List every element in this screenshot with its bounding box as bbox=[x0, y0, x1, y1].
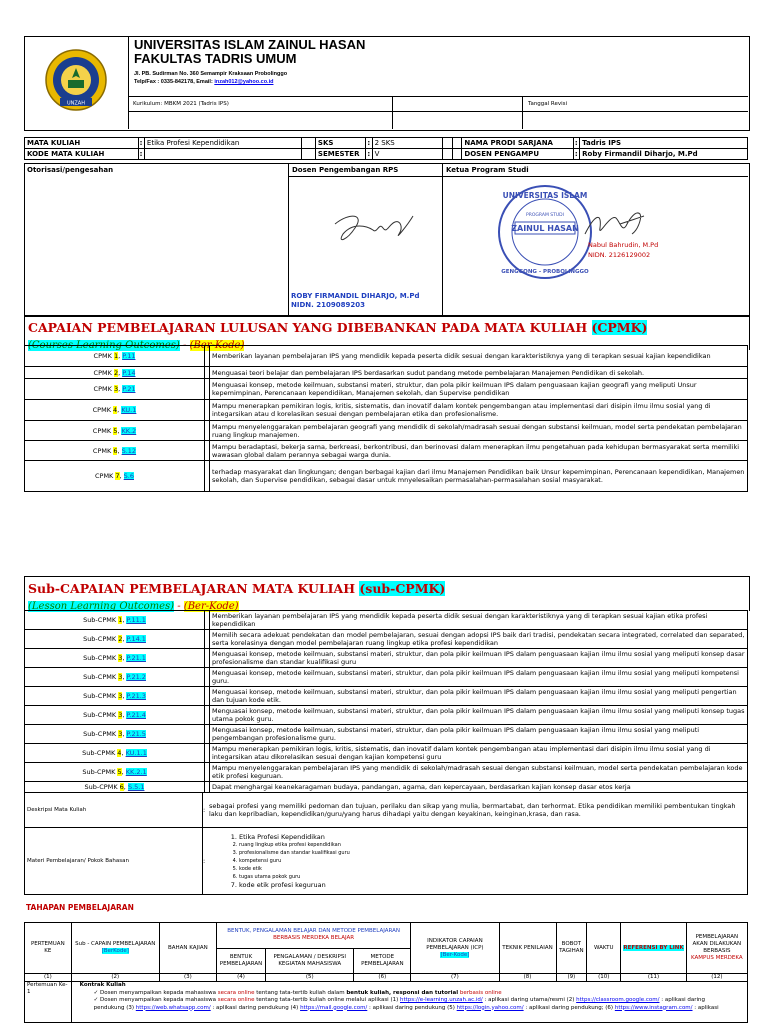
colon: : bbox=[139, 139, 143, 147]
subcpmk-label: Sub-CPMK bbox=[83, 692, 119, 700]
course-name-label: MATA KULIAH bbox=[25, 138, 139, 149]
subcpmk-label: Sub-CPMK bbox=[83, 616, 119, 624]
column-number: (7) bbox=[411, 974, 499, 982]
line-text: berbasis online bbox=[458, 989, 502, 996]
dash: - bbox=[174, 601, 184, 612]
subcpmk-code: P.21.1 bbox=[126, 654, 146, 662]
cpmk-description: Menguasai konsep, metode keilmuan, substansi materi, struktur, dan pola pikir keilmuan IPS dalam penguasaan kajian geografi yang meliputi Unsur kepemimpinan, Perencanaan kependidikan, Manajemen sekolah, dan Supervise pendidikan bbox=[210, 379, 748, 400]
cpmk-number: 6 bbox=[113, 446, 118, 455]
subcpmk-number: 4 bbox=[117, 749, 122, 757]
cpmk-number: 3 bbox=[113, 385, 119, 393]
subcpmk-code-cell: Sub-CPMK 3, P.21.3 bbox=[25, 687, 205, 706]
cpmk-subtitle: (Courses Learning Outcomes) bbox=[28, 340, 180, 351]
cpmk-code-cell: CPMK 5, KK.2 bbox=[25, 421, 205, 441]
column-number: (1) bbox=[25, 974, 72, 982]
subcpmk-number: 5 bbox=[117, 768, 122, 776]
cpmk-title: CAPAIAN PEMBELAJARAN LULUSAN YANG DIBEBANKAN PADA MATA KULIAH bbox=[28, 320, 592, 335]
colon: : bbox=[203, 793, 208, 828]
subcpmk-code-cell: Sub-CPMK 3, P.21.5 bbox=[25, 725, 205, 744]
subcpmk-section-header bbox=[24, 576, 750, 611]
sks-value: 2 SKS bbox=[372, 138, 442, 149]
material-item: 4. kompetensi guru bbox=[239, 857, 745, 865]
cpmk-description: Menguasai teori belajar dan pembelajaran IPS berdasarkan sudut pandang metode pembelajaran Manajemen Pendidikan di sekolah. bbox=[210, 367, 748, 379]
subcpmk-description: Memberikan layanan pembelajaran IPS yang mendidik kepada peserta didik sesuai dengan karakteristiknya yang di terapkan sesuai kajian etika profesi kependidikan bbox=[210, 611, 748, 630]
line-text: tentang tata-tertib kuliah online melalui aplikasi (1) bbox=[254, 997, 400, 1003]
cpmk-code: P.14 bbox=[122, 368, 136, 377]
subcpmk-label: Sub-CPMK bbox=[84, 783, 120, 791]
semester-value: V bbox=[372, 149, 442, 160]
university-logo bbox=[24, 36, 129, 129]
blank-cell bbox=[393, 97, 523, 129]
dash: - bbox=[179, 340, 190, 351]
subcpmk-number: 6 bbox=[119, 783, 124, 791]
sks-label: SKS bbox=[315, 138, 365, 149]
colon: : bbox=[203, 828, 208, 895]
cpmk-row bbox=[25, 400, 748, 421]
developer-name: ROBY FIRMANDIL DIHARJO, M.Pd bbox=[291, 292, 420, 300]
line-text: secara online bbox=[217, 997, 255, 1003]
subcpmk-code: P.21.3 bbox=[126, 692, 146, 700]
colon: : bbox=[367, 139, 371, 147]
subcpmk-label: Sub-CPMK bbox=[83, 654, 119, 662]
col-indicator-code: [Ber-Kode] bbox=[440, 951, 470, 958]
subcpmk-code-cell: Sub-CPMK 2, P.14.1 bbox=[25, 630, 205, 649]
column-number: (11) bbox=[621, 974, 686, 982]
column-number: (8) bbox=[499, 974, 556, 982]
subcpmk-row bbox=[25, 611, 748, 630]
col-reference bbox=[621, 923, 686, 974]
subcpmk-number: 3 bbox=[118, 692, 123, 700]
cpmk-label: CPMK bbox=[94, 472, 116, 480]
column-number: (6) bbox=[354, 974, 411, 982]
email-link[interactable]: inzah012@yahoo.co.id bbox=[214, 79, 274, 85]
column-number: (12) bbox=[686, 974, 747, 982]
whatsapp-link[interactable]: https://web.whatsapp.com/ bbox=[135, 1004, 211, 1011]
subcpmk-row bbox=[25, 630, 748, 649]
subcpmk-label: Sub-CPMK bbox=[83, 673, 119, 681]
col-form-label: BENTUK, PENGALAMAN BELAJAR DAN METODE PEMBELAJARAN bbox=[227, 928, 400, 935]
subcpmk-row bbox=[25, 706, 748, 725]
stamp-top-text: UNIVERSITAS ISLAM bbox=[502, 191, 588, 200]
revision-date-cell: Tanggal Revisi bbox=[528, 101, 568, 107]
authorization-label: Otorisasi/pengesahan bbox=[27, 166, 114, 174]
authorization-section bbox=[24, 163, 750, 317]
prodi-value: Tadris IPS bbox=[580, 138, 748, 149]
line-text: : aplikasi daring utama/resmi (2) bbox=[482, 997, 577, 1003]
rps-developer-label: Dosen Pengembangan RPS bbox=[292, 166, 399, 174]
university-title: UNIVERSITAS ISLAM ZAINUL HASAN bbox=[134, 37, 366, 52]
spacer-cell bbox=[301, 138, 315, 149]
column-number-row bbox=[25, 974, 748, 982]
subcpmk-description: Menguasai konsep, metode keilmuan, substansi materi, struktur, dan pola pikir keilmuan IPS dalam penguasaan kajian ilmu ilmu sosial yang meliputi pengertian dan tujuan kode etik. bbox=[210, 687, 748, 706]
stamp-mid-text: ZAINUL HASAN bbox=[511, 224, 579, 233]
cpmk-number: 4 bbox=[113, 406, 118, 414]
stages-title: TAHAPAN PEMBELAJARAN bbox=[26, 903, 134, 912]
subcpmk-code-cell: Sub-CPMK 3, P.21.2 bbox=[25, 668, 205, 687]
description-text: sebagai profesi yang memiliki pedoman dan tujuan, perilaku dan sikap yang mulia, bermartabat, dan terhormat. Etika pendidikan memiliki pembentukan tingkah laku dan kepribadian, kependidikan/guru/yang harus dihadapi yaitu dengan keyakinan, keinginan,krasa, dan rasa. bbox=[207, 793, 748, 828]
subcpmk-label: Sub-CPMK bbox=[82, 749, 118, 757]
line-text: : aplikasi daring pendukung (5) bbox=[367, 1004, 457, 1011]
subcpmk-code: S.5.1 bbox=[127, 783, 145, 791]
cpmk-number: 7 bbox=[115, 472, 120, 480]
cpmk-number: 2 bbox=[113, 368, 119, 377]
stamp-bottom-text: GENGGONG - PROBOLINGGO bbox=[501, 269, 589, 275]
description-table bbox=[24, 792, 748, 895]
cpmk-code: KU.1 bbox=[121, 406, 137, 414]
cpmk-code-cell: CPMK 7, S.6 bbox=[25, 461, 205, 492]
gmail-link[interactable]: https://mail.google.com/ bbox=[300, 1004, 368, 1011]
subcpmk-row bbox=[25, 763, 748, 782]
address-line: Jl. PB. Sudirman No. 360 Semampir Kraksaan Probolinggo bbox=[134, 71, 288, 77]
colon: : bbox=[574, 139, 578, 147]
column-number: (4) bbox=[216, 974, 265, 982]
subcpmk-label: Sub-CPMK bbox=[82, 768, 118, 776]
subcpmk-description: Menguasai konsep, metode keilmuan, substansi materi, struktur, dan pola pikir keilmuan IPS dalam penguasaan kajian ilmu ilmu sosial yang meliputi konsep tugas utama pokok guru. bbox=[210, 706, 748, 725]
colon: : bbox=[574, 150, 578, 158]
subcpmk-description: Dapat menghargai keanekaragaman budaya, pandangan, agama, dan kepercayaan, berdasarkan kajian konsep dasar etos kerja bbox=[210, 782, 748, 793]
subcpmk-number: 3 bbox=[118, 730, 123, 738]
line-text: : aplikasi bbox=[692, 1004, 719, 1011]
col-subcpmk bbox=[71, 923, 159, 974]
cpmk-code: S.6 bbox=[123, 472, 134, 480]
subcpmk-number: 3 bbox=[118, 654, 123, 662]
subcpmk-number: 3 bbox=[118, 673, 123, 681]
spacer-cell bbox=[452, 138, 462, 149]
curriculum-row bbox=[128, 96, 748, 129]
col-learning-form: BENTUK PEMBELAJARAN bbox=[216, 948, 265, 974]
cpmk-label: CPMK bbox=[92, 406, 114, 414]
semester-label: SEMESTER bbox=[315, 149, 365, 160]
cpmk-code: P.21 bbox=[122, 385, 136, 393]
faculty-title: FAKULTAS TADRIS UMUM bbox=[134, 51, 297, 66]
cpmk-row bbox=[25, 441, 748, 461]
material-item: 2. ruang lingkup etika profesi kependidikan bbox=[239, 841, 745, 849]
column-divider bbox=[442, 164, 443, 316]
material-item: 3. profesionalisme dan standar kualifikasi guru bbox=[239, 849, 745, 857]
lecturer-label: DOSEN PENGAMPU bbox=[462, 149, 573, 160]
subcpmk-description: Menguasai konsep, metode keilmuan, substansi materi, struktur, dan pola pikir keilmuan IPS dalam penguasaan kajian ilmu ilmu sosial yang meliputi kompetensi guru. bbox=[210, 668, 748, 687]
cpmk-code: P.11 bbox=[122, 352, 136, 360]
elearning-link[interactable]: https://e-learning.unzah.ac.id/ bbox=[400, 997, 483, 1003]
subcpmk-code: P.21.2 bbox=[126, 673, 146, 681]
materials-cell bbox=[207, 828, 748, 895]
subcpmk-description: Memilih secara adekuat pendekatan dan model pembelajaran, sesuai dengan adopsi IPS baik dari tradisi, pendekatan secara integrated, correlated dan separated, serta korelasinya dengan model pembelajaran ruang lingkup etika profesi kependidikan bbox=[210, 630, 748, 649]
column-divider bbox=[288, 164, 289, 316]
stamp-small-text: PROGRAM STUDI bbox=[526, 213, 564, 218]
line-text: : aplikasi daring bbox=[659, 997, 705, 1003]
spacer-cell bbox=[442, 149, 452, 160]
colon: : bbox=[367, 150, 371, 158]
col-weight: BOBOT TAGIHAN bbox=[556, 923, 587, 974]
subcpmk-ber-kode: (Ber-Kode) bbox=[183, 601, 239, 612]
materials-list bbox=[209, 833, 745, 889]
col-time: WAKTU bbox=[587, 923, 621, 974]
subcpmk-row bbox=[25, 687, 748, 706]
col-experience: PENGALAMAN / DESKRIPSI KEGIATAN MAHASISWA bbox=[266, 948, 354, 974]
col-campus-label-2: KAMPUS MERDEKA bbox=[691, 955, 743, 961]
cpmk-description: Mampu menyelenggarakan pembelajaran geografi yang mendidik di sekolah/madrasah sesuai dengan substansi keilmuan, model serta pendekatan pembelajaran ruang lingkup manajemen. bbox=[210, 421, 748, 441]
subcpmk-description: Mampu menyelenggarakan pembelajaran IPS yang mendidik di sekolah/madrasah sesuai dengan substansi keilmuan, model serta pendekatan pembelajaran kode etik profesi keguruan. bbox=[210, 763, 748, 782]
line-text: bentuk kuliah, responsi dan tutorial bbox=[346, 989, 459, 996]
lecturer-value: Roby Firmandil Diharjo, M.Pd bbox=[580, 149, 748, 160]
col-campus-label: PEMBELAJARAN AKAN DILAKUKAN BERBASIS bbox=[692, 934, 742, 954]
subcpmk-row bbox=[25, 649, 748, 668]
cpmk-number: 5 bbox=[113, 426, 118, 435]
material-item: 7. kode etik profesi keguruan bbox=[239, 881, 745, 889]
kaprodi-signature bbox=[580, 204, 650, 244]
contract-line-1: ✓ Dosen menyampaikan kepada mahasiswa secara online tentang tata-tertib kuliah dalam bentuk kuliah, responsi dan tutorial berbasis online bbox=[93, 989, 502, 996]
subcpmk-number: 2 bbox=[118, 635, 123, 643]
cpmk-description: Memberikan layanan pembelajaran IPS yang mendidik kepada peserta didik sesuai dengan karakteristiknya yang di terapkan sesuai kajian kependidikan bbox=[210, 346, 748, 367]
subcpmk-label: Sub-CPMK bbox=[83, 730, 119, 738]
line-text: pendukung (3) bbox=[93, 1004, 136, 1011]
cpmk-code-cell: CPMK 2, P.14 bbox=[25, 367, 205, 379]
col-subcpmk-code: [BerKode] bbox=[101, 948, 129, 954]
col-meeting: PERTEMUAN KE bbox=[25, 923, 72, 974]
subcpmk-code: P.14.1 bbox=[126, 635, 146, 643]
subcpmk-code: KK.2.1 bbox=[125, 768, 147, 776]
subcpmk-table bbox=[24, 610, 748, 793]
subcpmk-description: Menguasai konsep, metode keilmuan, substansi materi, struktur, dan pola pikir keilmuan IPS dalam penguasaan kajian ilmu ilmu sosial yang meliputi konsep dasar profesionalisme dan standar kualifikasi guru bbox=[210, 649, 748, 668]
subcpmk-number: 3 bbox=[118, 711, 123, 719]
subcpmk-label: Sub-CPMK bbox=[83, 711, 119, 719]
subcpmk-code: P.11.1 bbox=[126, 616, 146, 624]
cpmk-code: KK.2 bbox=[121, 426, 137, 435]
spacer-cell bbox=[301, 149, 315, 160]
material-item: 6. tugas utama pokok guru bbox=[239, 873, 745, 881]
subcpmk-code: P.21.5 bbox=[126, 730, 146, 738]
line-text: secara online bbox=[217, 989, 255, 996]
col-indicator bbox=[411, 923, 499, 974]
subcpmk-code: KU.1.1 bbox=[125, 749, 147, 757]
col-assessment: TEKNIK PENILAIAN bbox=[499, 923, 556, 974]
cpmk-code-cell: CPMK 1, P.11 bbox=[25, 346, 205, 367]
meeting-1-content bbox=[71, 982, 747, 1023]
line-text: Dosen menyampaikan kepada mahasiswa bbox=[100, 997, 218, 1003]
subcpmk-label: Sub-CPMK bbox=[83, 635, 119, 643]
subcpmk-subtitle: (Lesson Learning Outcomes) bbox=[28, 601, 175, 612]
course-code-value bbox=[144, 149, 301, 160]
header-divider bbox=[288, 176, 748, 177]
cpmk-code-cell: CPMK 6, S.12 bbox=[25, 441, 205, 461]
material-item: 5. kode etik bbox=[239, 865, 745, 873]
subcpmk-row bbox=[25, 668, 748, 687]
subcpmk-description: Mampu menerapkan pemikiran logis, kritis, sistematis, dan inovatif dalam kontek pengembangan atau implementasi dari disipin ilmu ilmu sosial yang di integarsikan atau dikorelasikan sesuai dengan kajian kompetensi guru bbox=[210, 744, 748, 763]
materials-label: Materi Pembelajaran/ Pokok Bahasan bbox=[25, 828, 203, 895]
subcpmk-code-cell: Sub-CPMK 3, P.21.4 bbox=[25, 706, 205, 725]
cpmk-description: terhadap masyarakat dan lingkungan; dengan berbagai kajian dari ilmu Manajemen Pendidikan baik Unsur kepemimpinan, Perencanaan kependidikan, Manajemen sekolah, dan Supervise pendidikan, sebagai dasar untuk mnyelesaikan permasalahan-permasalahan sosial masyarakat. bbox=[210, 461, 748, 492]
material-item: 1. Etika Profesi Kependidikan bbox=[239, 833, 745, 841]
cpmk-code-cell: CPMK 3, P.21 bbox=[25, 379, 205, 400]
cpmk-description: Mampu menerapkan pemikiran logis, kritis, sistematis, dan inovatif dalam kontek pengembangan atau implementasi dari disipin ilmu ilmu sosial yang di integarsikan atau d korelasikan sesuai dengan pembelajaran etika dan profesionalisme. bbox=[210, 400, 748, 421]
cpmk-description: Mampu beradaptasi, bekerja sama, berkreasi, berkontribusi, dan berinovasi dalam menerapkan ilmu pengetahuan pada kehidupan bermasyarakat serta memiliki wawasan global dalam perannya sebagai warga dunia. bbox=[210, 441, 748, 461]
course-info-table bbox=[24, 137, 748, 160]
subcpmk-code-cell: Sub-CPMK 1, P.11.1 bbox=[25, 611, 205, 630]
col-form-group bbox=[216, 923, 410, 949]
cpmk-label: CPMK bbox=[93, 352, 114, 360]
subcpmk-code: P.21.4 bbox=[126, 711, 146, 719]
head-of-program-label: Ketua Program Studi bbox=[446, 166, 529, 174]
cpmk-table bbox=[24, 345, 748, 492]
subcpmk-row bbox=[25, 782, 748, 793]
column-number: (5) bbox=[266, 974, 354, 982]
column-number: (9) bbox=[556, 974, 587, 982]
cpmk-row bbox=[25, 379, 748, 400]
cpmk-code-cell: CPMK 4, KU.1 bbox=[25, 400, 205, 421]
course-name-value: Etika Profesi Kependidikan bbox=[144, 138, 301, 149]
cpmk-label: CPMK bbox=[92, 426, 114, 435]
stages-table bbox=[24, 922, 748, 1023]
spacer-cell bbox=[452, 149, 462, 160]
line-text: Dosen menyampaikan kepada mahasiswa bbox=[100, 989, 218, 996]
col-subcpmk-label: Sub - CAPAIN PEMBELAJARAN bbox=[75, 941, 156, 947]
developer-signature bbox=[325, 204, 415, 254]
description-label: Deskripsi Mata Kuliah bbox=[25, 793, 203, 828]
university-seal-icon bbox=[24, 36, 128, 129]
kaprodi-nidn: NIDN. 2126129002 bbox=[588, 251, 651, 259]
subcpmk-row bbox=[25, 725, 748, 744]
contract-line-3 bbox=[94, 1005, 745, 1013]
contact-line: Telp/Fax : 0335-842178, Email: bbox=[134, 79, 215, 85]
instagram-link[interactable]: https://www.instagram.com/ bbox=[614, 1004, 693, 1011]
curriculum-divider bbox=[128, 111, 748, 112]
kaprodi-name: Nabul Bahrudin, M.Pd bbox=[588, 241, 659, 249]
line-text: : aplikasi daring pendukung; (6) bbox=[523, 1004, 615, 1011]
column-number: (10) bbox=[587, 974, 621, 982]
yahoo-link[interactable]: https://login.yahoo.com/ bbox=[456, 1004, 524, 1011]
subcpmk-title: Sub-CAPAIAN PEMBELAJARAN MATA KULIAH bbox=[28, 581, 360, 596]
cpmk-row bbox=[25, 346, 748, 367]
col-material: BAHAN KAJIAN bbox=[159, 923, 216, 974]
developer-nidn: NIDN. 2109089203 bbox=[291, 301, 365, 309]
cpmk-code: S.12 bbox=[121, 446, 137, 455]
subcpmk-code-cell: Sub-CPMK 3, P.21.1 bbox=[25, 649, 205, 668]
cpmk-label: CPMK bbox=[92, 446, 114, 455]
cpmk-ber-kode: (Ber-Kode) bbox=[189, 340, 245, 351]
col-indicator-label: INDIKATOR CAPAIAN PEMBELAJARAN (ICP) bbox=[426, 937, 484, 951]
cpmk-row bbox=[25, 461, 748, 492]
line-text: tentang tata-tertib kuliah dalam bbox=[254, 989, 347, 996]
column-number: (3) bbox=[159, 974, 216, 982]
line-text: : aplikasi daring pendukung (4) bbox=[210, 1004, 301, 1011]
subcpmk-title-code: (sub-CPMK) bbox=[359, 581, 446, 596]
course-code-label: KODE MATA KULIAH bbox=[25, 149, 139, 160]
subcpmk-code-cell: Sub-CPMK 5, KK.2.1 bbox=[25, 763, 205, 782]
spacer-cell bbox=[442, 138, 452, 149]
prodi-label: NAMA PRODI SARJANA bbox=[462, 138, 573, 149]
subcpmk-code-cell: Sub-CPMK 6, S.5.1 bbox=[25, 782, 205, 793]
cpmk-label: CPMK bbox=[93, 385, 114, 393]
curriculum-cell: Kurikulum: MBKM 2021 (Tadris IPS) bbox=[128, 97, 393, 129]
contract-title: Kontrak Kuliah bbox=[79, 982, 126, 988]
subcpmk-description: Menguasai konsep, metode keilmuan, substansi materi, struktur, dan pola pikir keilmuan IPS dalam penguasaan kajian ilmu ilmu sosial yang meliputi pengembangan profesionalisme guru. bbox=[210, 725, 748, 744]
subcpmk-number: 1 bbox=[118, 616, 123, 624]
cpmk-number: 1 bbox=[113, 352, 119, 360]
col-campus bbox=[686, 923, 747, 974]
university-address bbox=[134, 70, 287, 86]
colon: : bbox=[139, 150, 143, 158]
column-number: (2) bbox=[71, 974, 159, 982]
subcpmk-row bbox=[25, 744, 748, 763]
cpmk-title-code: (CPMK) bbox=[591, 320, 648, 335]
university-name bbox=[134, 38, 365, 66]
logo-text: UNZAH bbox=[66, 100, 86, 107]
classroom-link[interactable]: https://classroom.google.com/ bbox=[576, 997, 660, 1003]
col-reference-label: REFERENSI BY LINK bbox=[623, 944, 684, 951]
col-mbkm-label: BERBASIS MERDEKA BELAJAR bbox=[273, 935, 355, 942]
contract-line-2: ✓ Dosen menyampaikan kepada mahasiswa secara online tentang tata-tertib kuliah online melalui aplikasi (1) https://e-learning.unzah.ac.id/ : aplikasi daring utama/resmi (2) https://classroom.google.com/ : aplikasi daring bbox=[93, 997, 705, 1003]
meeting-1-cell: Pertemuan Ke-1 bbox=[25, 982, 72, 1023]
cpmk-row bbox=[25, 421, 748, 441]
col-method: METODE PEMBELAJARAN bbox=[354, 948, 411, 974]
cpmk-label: CPMK bbox=[93, 368, 114, 377]
cpmk-row bbox=[25, 367, 748, 379]
subcpmk-code-cell: Sub-CPMK 4, KU.1.1 bbox=[25, 744, 205, 763]
